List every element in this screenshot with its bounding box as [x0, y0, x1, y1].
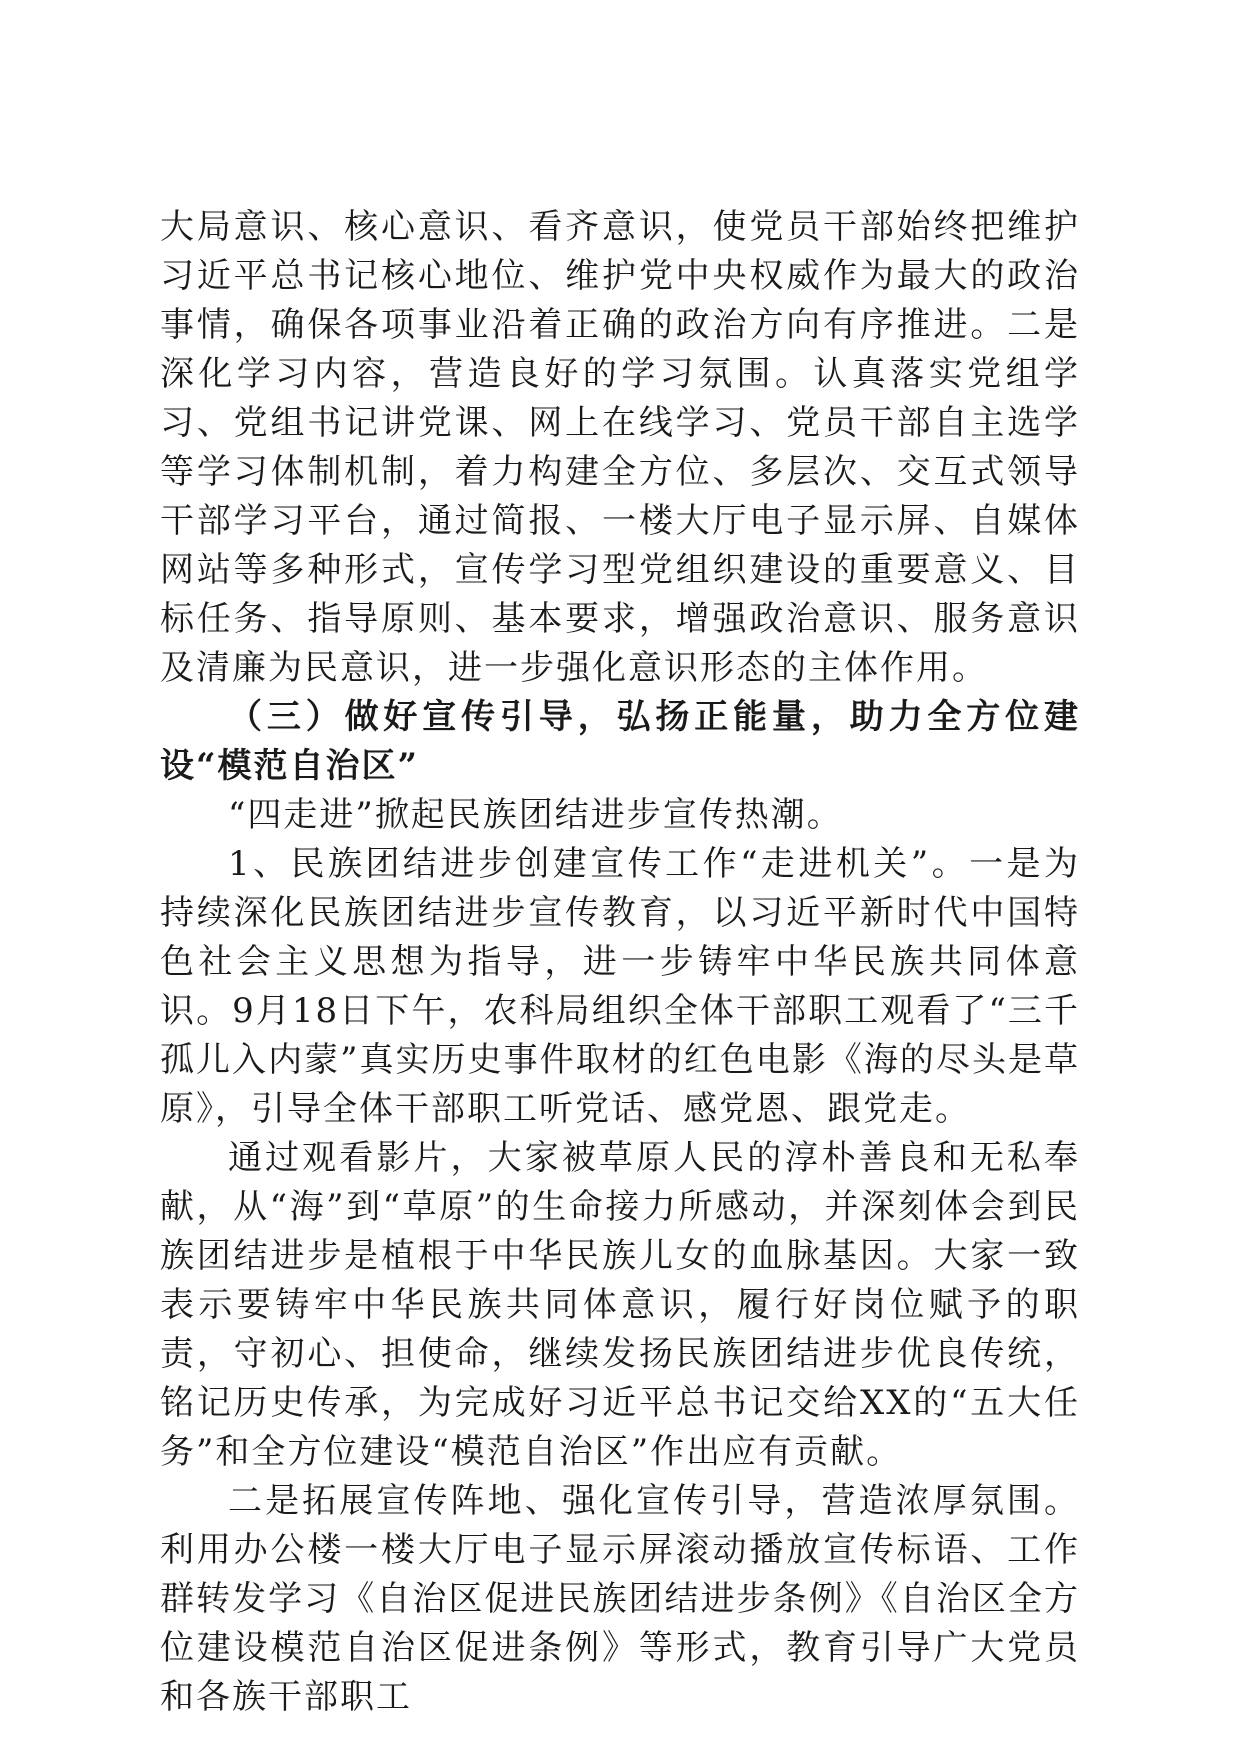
document-page: [160, 203, 1080, 1722]
paragraph-body: 通过观看影片，大家被草原人民的淳朴善良和无私奉献，从“海”到“草原”的生命接力所感动，并深刻体会到民族团结进步是植根于中华民族儿女的血脉基因。大家一致表示要铸牢中华民族共同体意识，履行好岗位赋予的职责，守初心、担使命，继续发扬民族团结进步优良传统，铭记历史传承，为完成好习近平总书记交给XX的“五大任务”和全方位建设“模范自治区”作出应有贡献。: [160, 1138, 1080, 1472]
paragraph-body: 1、民族团结进步创建宣传工作“走进机关”。一是为持续深化民族团结进步宣传教育，以习近平新时代中国特色社会主义思想为指导，进一步铸牢中华民族共同体意识。9月18日下午，农科局组织全体干部职工观看了“三千孤儿入内蒙”真实历史事件取材的红色电影《海的尽头是草原》，引导全体干部职工听党话、感党恩、跟党走。: [160, 844, 1080, 1129]
paragraph-body: 大局意识、核心意识、看齐意识，使党员干部始终把维护习近平总书记核心地位、维护党中央权威作为最大的政治事情，确保各项事业沿着正确的政治方向有序推进。二是深化学习内容，营造良好的学习氛围。认真落实党组学习、党组书记讲党课、网上在线学习、党员干部自主选学等学习体制机制，着力构建全方位、多层次、交互式领导干部学习平台，通过简报、一楼大厅电子显示屏、自媒体网站等多种形式，宣传学习型党组织建设的重要意义、目标任务、指导原则、基本要求，增强政治意识、服务意识及清廉为民意识，进一步强化意识形态的主体作用。: [160, 207, 1080, 688]
paragraph-body: 二是拓展宣传阵地、强化宣传引导，营造浓厚氛围。利用办公楼一楼大厅电子显示屏滚动播放宣传标语、工作群转发学习《自治区促进民族团结进步条例》《自治区全方位建设模范自治区促进条例》等形式，教育引导广大党员和各族干部职工: [160, 1481, 1080, 1717]
section-heading: （三）做好宣传引导，弘扬正能量，助力全方位建设“模范自治区”: [160, 697, 1080, 786]
paragraph-body: “四走进”掀起民族团结进步宣传热潮。: [228, 795, 843, 835]
